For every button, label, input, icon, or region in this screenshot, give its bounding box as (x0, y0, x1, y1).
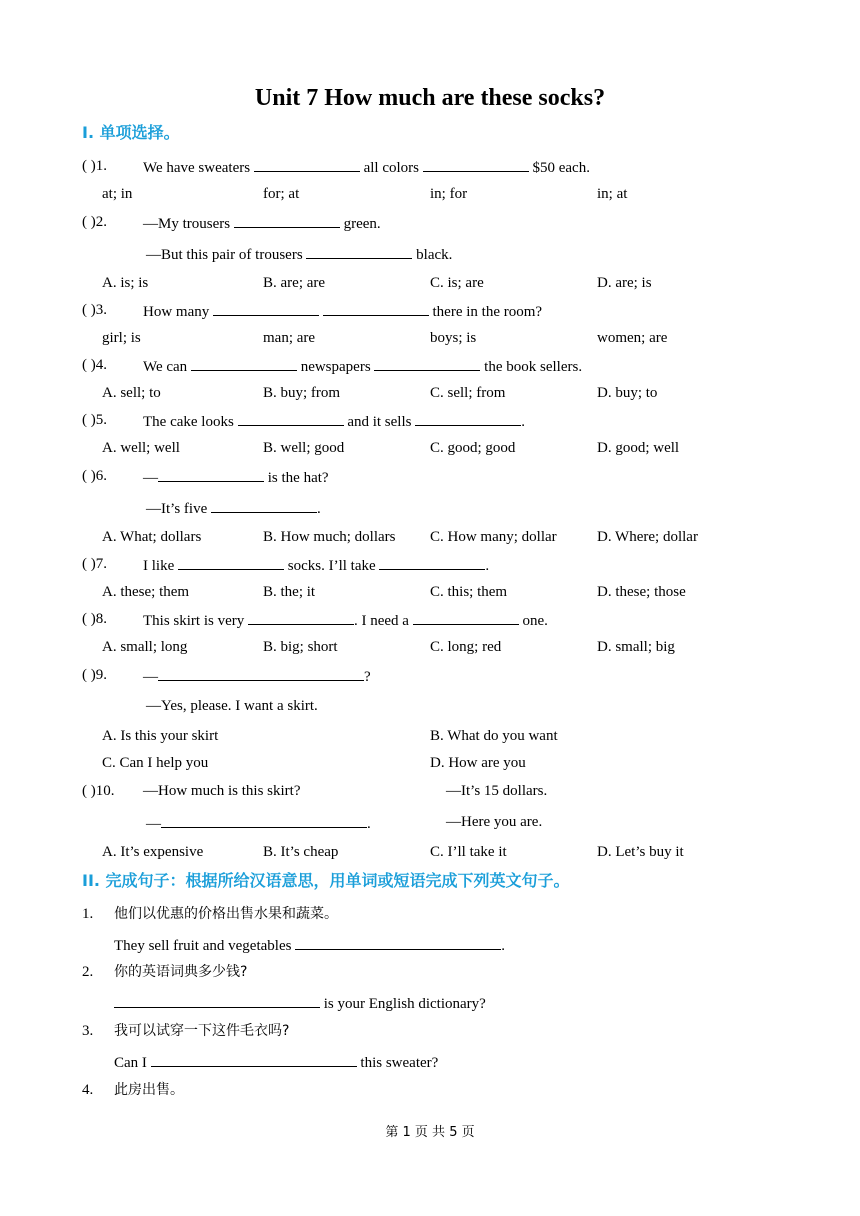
stem-part: How much is this skirt? (158, 783, 301, 799)
dash: — (146, 501, 161, 517)
stem-part: is the hat? (267, 470, 329, 486)
stem-part: all colors (363, 160, 419, 176)
answer-blank (374, 356, 480, 371)
question-1-text (143, 157, 590, 177)
section-2-heading: II. 完成句子：根据所给汉语意思，用单词或短语完成下列英文句子。 (82, 871, 570, 890)
dash: — (143, 669, 158, 685)
option-c: C. Can I help you (102, 755, 209, 771)
option-d: D. Let’s buy it (597, 844, 684, 860)
sentence-3-number: 3. (82, 1023, 94, 1039)
question-10 (82, 782, 115, 800)
sentence-2-english (114, 993, 486, 1013)
answer-paren: ( ) (82, 611, 96, 627)
option-b: B. are; are (263, 275, 326, 291)
stem-part: They sell fruit and vegetables (114, 938, 292, 954)
option-b: B. buy; from (263, 385, 341, 401)
answer-blank (323, 301, 429, 316)
option-d: D. buy; to (597, 385, 658, 401)
stem-part: It’s 15 dollars. (461, 783, 548, 799)
option-a: A. It’s expensive (102, 844, 204, 860)
answer-blank (254, 157, 360, 172)
option-c: C. How many; dollar (430, 529, 557, 545)
answer-blank (213, 301, 319, 316)
question-6-line-2 (146, 498, 321, 518)
option-a: A. well; well (102, 440, 180, 456)
dash: — (143, 783, 158, 799)
question-8 (82, 610, 107, 628)
question-number: 2. (95, 214, 107, 230)
answer-paren: ( ) (82, 412, 96, 428)
question-number: 3. (95, 302, 107, 318)
answer-blank (158, 467, 264, 482)
option-c: in; for (430, 186, 468, 202)
option-d: D. small; big (597, 639, 675, 655)
stem-part: socks. I’ll take (287, 558, 376, 574)
answer-blank (306, 244, 412, 259)
dash: — (143, 216, 158, 232)
stem-part: . (521, 414, 525, 430)
question-6-text (143, 467, 329, 487)
question-number: 4. (95, 357, 107, 373)
question-1 (82, 157, 107, 175)
question-4 (82, 356, 107, 374)
sentence-1-english (114, 935, 505, 955)
question-10-reply-1 (446, 782, 547, 800)
question-2 (82, 213, 107, 231)
option-c: C. this; them (430, 584, 508, 600)
option-d: D. are; is (597, 275, 652, 291)
question-2-text (143, 213, 381, 233)
stem-part: newspapers (300, 359, 371, 375)
option-c: C. sell; from (430, 385, 506, 401)
sentence-4-chinese: 此房出售。 (114, 1082, 184, 1098)
stem-part: The cake looks (143, 414, 234, 430)
question-5 (82, 411, 107, 429)
question-2-line-2 (146, 244, 452, 264)
sentence-2-chinese: 你的英语词典多少钱? (114, 964, 248, 980)
answer-paren: ( ) (82, 783, 96, 799)
stem-part: . (485, 558, 490, 574)
stem-part: I like (143, 558, 175, 574)
stem-part: Here you are. (461, 814, 543, 830)
question-number: 6. (95, 468, 107, 484)
question-number: 10. (95, 783, 115, 799)
sentence-1-chinese: 他们以优惠的价格出售水果和蔬菜。 (114, 906, 338, 922)
option-c: C. is; are (430, 275, 484, 291)
answer-paren: ( ) (82, 468, 96, 484)
dash: — (143, 470, 158, 486)
answer-blank (178, 555, 284, 570)
question-10-line-2 (146, 813, 371, 833)
answer-paren: ( ) (82, 357, 96, 373)
sentence-2-number: 2. (82, 964, 94, 980)
question-6 (82, 467, 107, 485)
stem-part: Yes, please. I want a skirt. (161, 698, 318, 714)
answer-paren: ( ) (82, 556, 96, 572)
stem-part: one. (522, 613, 548, 629)
answer-blank (379, 555, 485, 570)
option-d: in; at (597, 186, 628, 202)
stem-part: Can I (114, 1055, 147, 1071)
option-b: B. It’s cheap (263, 844, 339, 860)
answer-blank (295, 935, 501, 950)
dash: — (146, 247, 161, 263)
stem-part: there in the room? (432, 304, 543, 320)
option-b: B. big; short (263, 639, 338, 655)
stem-part: ? (364, 669, 371, 685)
sentence-3-english (114, 1052, 438, 1072)
option-b: B. What do you want (430, 728, 558, 744)
answer-paren: ( ) (82, 158, 96, 174)
answer-blank (415, 411, 521, 426)
stem-part: black. (416, 247, 453, 263)
answer-blank (151, 1052, 357, 1067)
option-a: at; in (102, 186, 133, 202)
question-number: 7. (95, 556, 107, 572)
dash: — (446, 783, 461, 799)
answer-paren: ( ) (82, 667, 96, 683)
option-b: B. well; good (263, 440, 345, 456)
stem-part: green. (343, 216, 381, 232)
answer-blank (161, 813, 367, 828)
question-9-line-2 (146, 697, 318, 715)
dash: — (146, 816, 161, 832)
question-5-text (143, 411, 525, 431)
option-b: man; are (263, 330, 316, 346)
option-a: A. these; them (102, 584, 190, 600)
answer-blank (423, 157, 529, 172)
page-title: Unit 7 How much are these socks? (254, 85, 606, 111)
option-a: A. is; is (102, 275, 149, 291)
option-c: boys; is (430, 330, 477, 346)
stem-part: the book sellers. (484, 359, 583, 375)
question-7 (82, 555, 107, 573)
option-c: C. long; red (430, 639, 502, 655)
option-b: B. How much; dollars (263, 529, 396, 545)
question-number: 8. (95, 611, 107, 627)
answer-paren: ( ) (82, 214, 96, 230)
stem-part: It’s five (161, 501, 208, 517)
sentence-4-number: 4. (82, 1082, 94, 1098)
option-d: D. How are you (430, 755, 526, 771)
option-a: A. Is this your skirt (102, 728, 219, 744)
answer-blank (191, 356, 297, 371)
option-d: women; are (597, 330, 668, 346)
stem-part: We have sweaters (143, 160, 251, 176)
option-b: B. the; it (263, 584, 316, 600)
stem-part: We can (143, 359, 188, 375)
answer-paren: ( ) (82, 302, 96, 318)
question-9-text (143, 666, 371, 686)
option-d: D. these; those (597, 584, 686, 600)
question-number: 1. (95, 158, 107, 174)
stem-part: But this pair of trousers (161, 247, 303, 263)
stem-part: . (317, 501, 321, 517)
option-a: girl; is (102, 330, 141, 346)
question-10-text (143, 782, 301, 800)
answer-blank (248, 610, 354, 625)
question-9 (82, 666, 107, 684)
option-b: for; at (263, 186, 300, 202)
answer-blank (234, 213, 340, 228)
question-7-text (143, 555, 489, 575)
answer-blank (238, 411, 344, 426)
stem-part: and it sells (347, 414, 412, 430)
question-3 (82, 301, 107, 319)
option-a: A. small; long (102, 639, 188, 655)
question-number: 5. (95, 412, 107, 428)
sentence-3-chinese: 我可以试穿一下这件毛衣吗? (114, 1023, 290, 1039)
stem-part: $50 each. (532, 160, 590, 176)
stem-part: this sweater? (360, 1055, 439, 1071)
answer-blank (114, 993, 320, 1008)
stem-part: . I need a (354, 613, 409, 629)
question-4-text (143, 356, 582, 376)
answer-blank (158, 666, 364, 681)
option-c: C. I’ll take it (430, 844, 507, 860)
stem-part: My trousers (158, 216, 231, 232)
stem-part: How many (143, 304, 210, 320)
dash: — (146, 698, 161, 714)
stem-part: This skirt is very (143, 613, 245, 629)
option-a: A. What; dollars (102, 529, 202, 545)
option-d: D. Where; dollar (597, 529, 698, 545)
answer-blank (211, 498, 317, 513)
option-d: D. good; well (597, 440, 680, 456)
answer-blank (413, 610, 519, 625)
question-3-text (143, 301, 542, 321)
option-a: A. sell; to (102, 385, 161, 401)
sentence-1-number: 1. (82, 906, 94, 922)
question-10-reply-2 (446, 813, 542, 831)
section-1-heading: I. 单项选择。 (82, 123, 180, 142)
stem-part: . (367, 816, 371, 832)
option-c: C. good; good (430, 440, 516, 456)
stem-part: is your English dictionary? (323, 996, 486, 1012)
question-8-text (143, 610, 548, 630)
dash: — (446, 814, 461, 830)
page-footer: 第 1 页 共 5 页 (385, 1125, 475, 1140)
question-number: 9. (95, 667, 107, 683)
stem-part: . (501, 938, 505, 954)
